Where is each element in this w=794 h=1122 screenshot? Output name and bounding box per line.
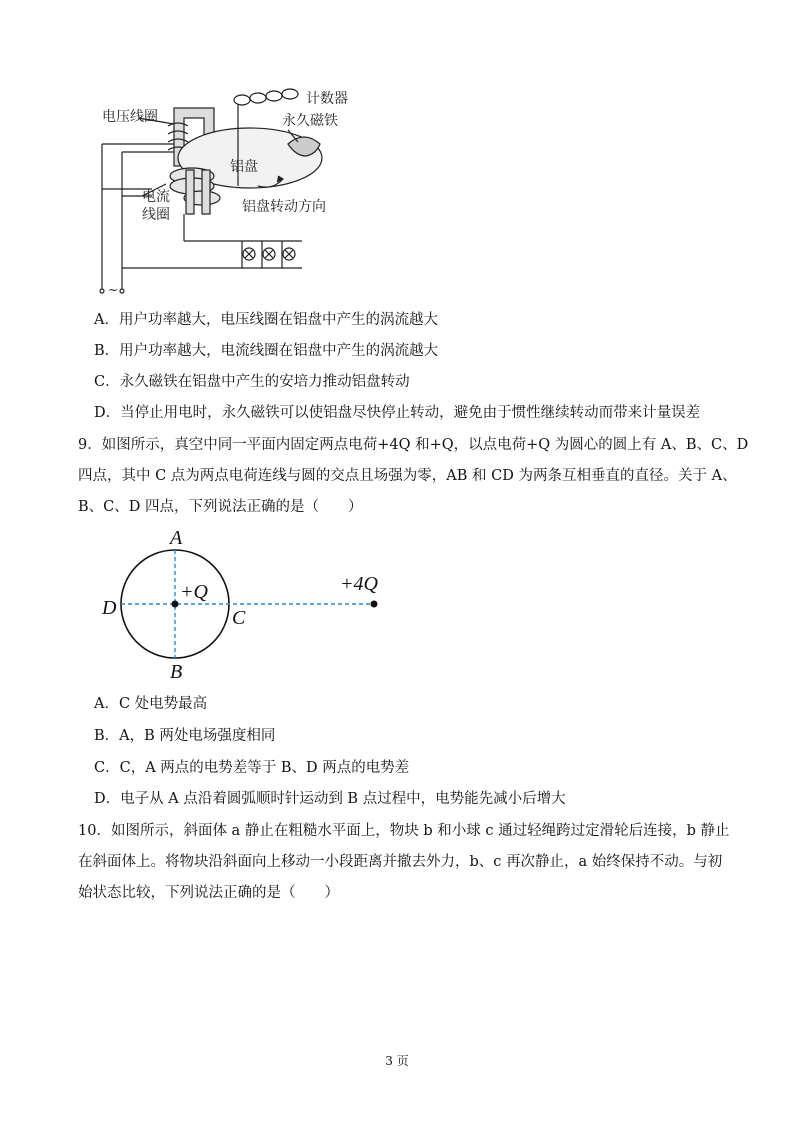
current-coil-label-2: 线圈 bbox=[142, 207, 170, 223]
q10-stem-line-2: 在斜面体上。将物块沿斜面向上移动一小段距离并撤去外力，b、c 再次静止，a 始终保持不动。与初 bbox=[78, 854, 723, 870]
center-charge-label: +Q bbox=[180, 581, 208, 603]
rotation-direction-label: 铝盘转动方向 bbox=[242, 199, 326, 215]
energy-meter-figure bbox=[92, 86, 372, 298]
magnet-label: 永久磁铁 bbox=[282, 113, 338, 129]
current-coil-label-1: 电流 bbox=[142, 189, 170, 205]
q9-stem-line-1: 9．如图所示，真空中同一平面内固定两点电荷+4Q 和+Q，以点电荷+Q 为圆心的圆上有 A、B、C、D bbox=[78, 437, 749, 453]
q8-option-a: A．用户功率越大，电压线圈在铝盘中产生的涡流越大 bbox=[94, 312, 438, 328]
ac-symbol: ~ bbox=[108, 283, 119, 297]
q10-stem-line-1: 10．如图所示，斜面体 a 静止在粗糙水平面上，物块 b 和小球 c 通过轻绳跨过定滑轮后连接，b 静止 bbox=[78, 823, 730, 839]
disc-label: 铝盘 bbox=[230, 159, 258, 175]
point-b-label: B bbox=[170, 661, 183, 683]
q8-option-b: B．用户功率越大，电流线圈在铝盘中产生的涡流越大 bbox=[94, 343, 439, 359]
q8-option-d: D．当停止用电时，永久磁铁可以使铝盘尽快停止转动，避免由于惯性继续转动而带来计量误差 bbox=[94, 405, 701, 421]
charges-circle-diagram bbox=[96, 528, 396, 688]
charges-circle-figure bbox=[96, 528, 396, 688]
q9-option-a: A．C 处电势最高 bbox=[94, 696, 208, 712]
point-c-label: C bbox=[232, 607, 246, 629]
far-charge-label: +4Q bbox=[340, 573, 378, 595]
page-number: 3 页 bbox=[385, 1054, 409, 1068]
point-d-label: D bbox=[102, 597, 117, 619]
q9-stem-line-3: B、C、D 四点，下列说法正确的是（ ） bbox=[78, 499, 363, 515]
q9-option-c: C．C，A 两点的电势差等于 B、D 两点的电势差 bbox=[94, 760, 410, 776]
q10-stem-line-3: 始状态比较，下列说法正确的是（ ） bbox=[78, 885, 339, 901]
counter-label: 计数器 bbox=[306, 91, 348, 107]
q9-stem-line-2: 四点，其中 C 点为两点电荷连线与圆的交点且场强为零，AB 和 CD 为两条互相垂直的直径。关于 A、 bbox=[78, 468, 737, 484]
voltage-coil-label: 电压线圈 bbox=[102, 109, 158, 125]
q8-option-c: C．永久磁铁在铝盘中产生的安培力推动铝盘转动 bbox=[94, 374, 410, 390]
point-a-label: A bbox=[170, 527, 183, 549]
q9-option-b: B．A，B 两处电场强度相同 bbox=[94, 728, 276, 744]
q9-option-d: D．电子从 A 点沿着圆弧顺时针运动到 B 点过程中，电势能先减小后增大 bbox=[94, 791, 566, 807]
